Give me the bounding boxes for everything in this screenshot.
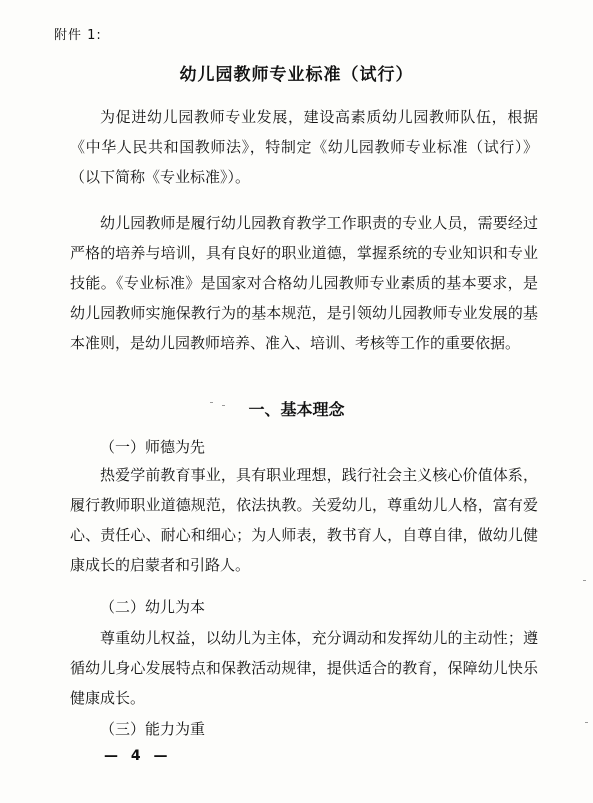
attachment-label: 附件 1: <box>54 28 102 43</box>
scan-speck <box>222 405 225 406</box>
subsection-heading-child-centered: （二）幼儿为本 <box>100 598 206 616</box>
document-title: 幼儿园教师专业标准（试行） <box>179 65 414 85</box>
subsection-heading-ability: （三）能力为重 <box>100 720 206 738</box>
subsection-heading-ethics: （一）师德为先 <box>100 438 206 456</box>
scan-speck <box>210 402 213 403</box>
intro-paragraph-1: 为促进幼儿园教师专业发展，建设高素质幼儿园教师队伍，根据《中华人民共和国教师法》，特制定《幼儿园教师专业标准（试行）》（以下简称《专业标准》）。 <box>70 108 538 186</box>
scan-speck <box>583 580 586 581</box>
section-heading-basic-principles: 一、基本理念 <box>248 400 345 419</box>
subsection-text-ethics: 热爱学前教育事业，具有职业理想，践行社会主义核心价值体系，履行教师职业道德规范，依法执教。关爱幼儿，尊重幼儿人格，富有爱心、责任心、耐心和细心；为人师表，教书育人，自尊自律，做幼儿健康成长的启蒙者和引路人。 <box>70 466 538 574</box>
page-number: — 4 — <box>104 748 172 764</box>
subsection-text-child-centered: 尊重幼儿权益，以幼儿为主体，充分调动和发挥幼儿的主动性；遵循幼儿身心发展特点和保教活动规律，提供适合的教育，保障幼儿快乐健康成长。 <box>70 629 538 707</box>
scan-speck <box>585 722 588 723</box>
intro-paragraph-2: 幼儿园教师是履行幼儿园教育教学工作职责的专业人员，需要经过严格的培养与培训，具有良好的职业道德，掌握系统的专业知识和专业技能。《专业标准》是国家对合格幼儿园教师专业素质的基本要求，是幼儿园教师实施保教行为的基本规范，是引领幼儿园教师专业发展的基本准则，是幼儿园教师培养、准入、培训、考核等工作的重要依据。 <box>70 214 538 352</box>
